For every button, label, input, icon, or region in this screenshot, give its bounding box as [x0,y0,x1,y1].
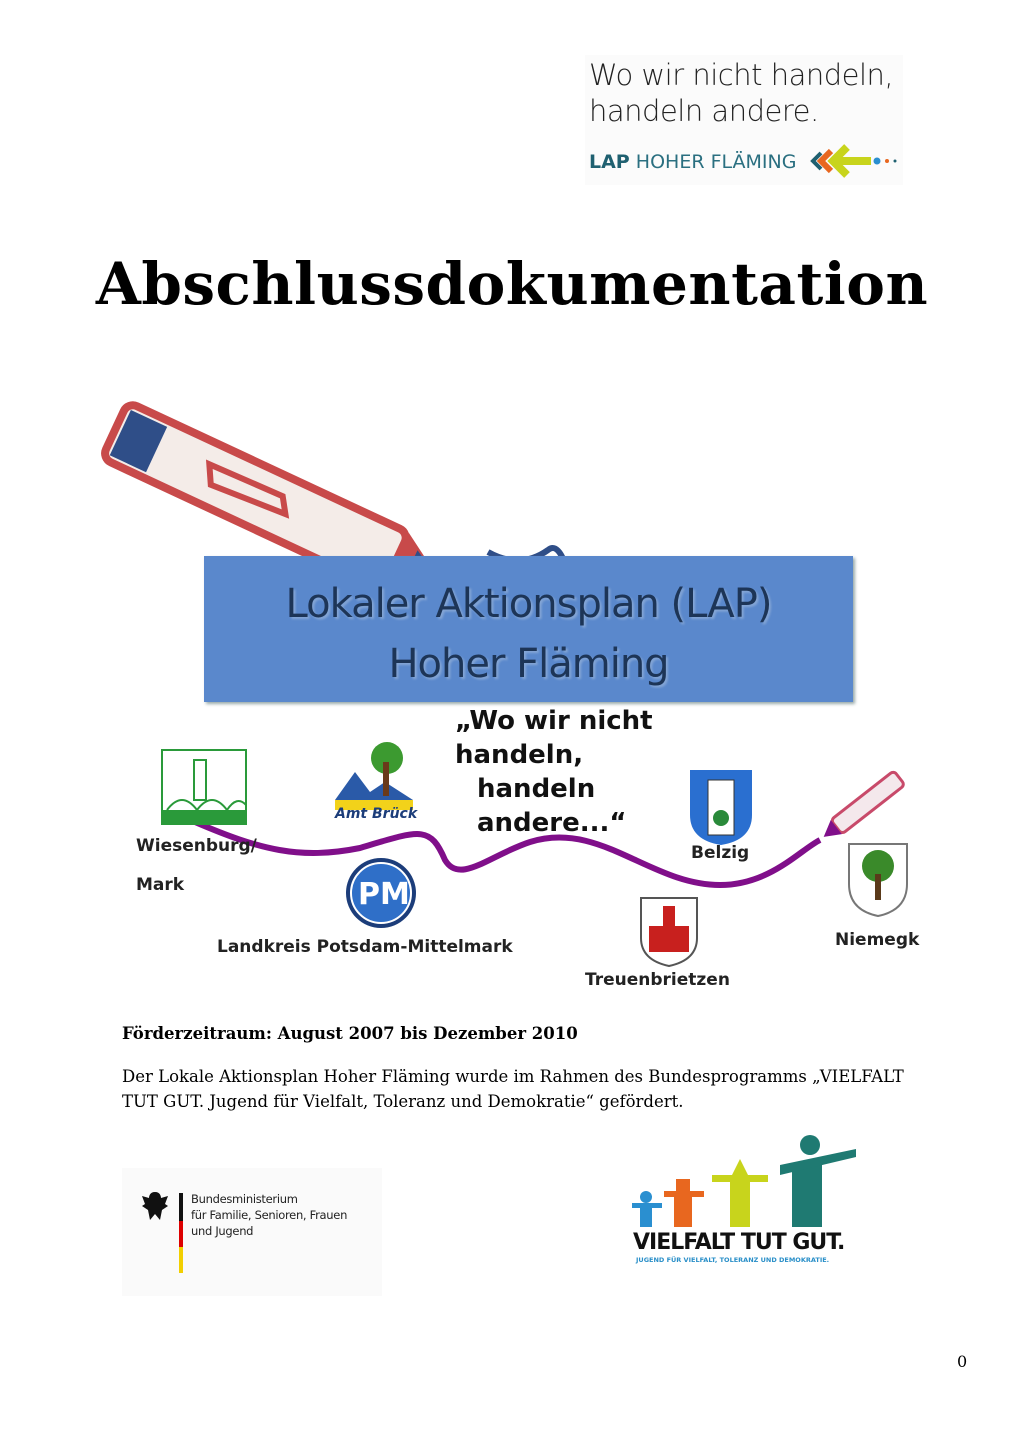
quote-line: „Wo wir nicht [455,706,653,736]
niemegk-emblem [849,844,907,916]
quote-line: handeln, [455,740,584,770]
box-line-2: Hoher Fläming [388,641,669,687]
treuenbrietzen-emblem [641,898,697,966]
ministry-line: und Jugend [191,1224,254,1238]
wiesenburg-emblem [162,750,246,824]
description-line-1: Der Lokale Aktionsplan Hoher Fläming wurde im Rahmen des Bundesprogramms „VIELFALT [122,1067,904,1086]
place-landkreis: Landkreis Potsdam-Mittelmark [217,937,513,957]
arrows-icon [807,143,902,179]
ministry-line: Bundesministerium [191,1192,298,1206]
slogan-quote [455,704,653,840]
place-niemegk: Niemegk [835,930,920,950]
place-amt-brueck: Amt Brück [335,806,418,822]
flag-black [179,1193,183,1221]
quote-line: andere...“ [477,808,627,838]
description [122,1064,904,1114]
flag-red [179,1221,183,1247]
belzig-emblem [690,770,752,845]
place-wiesenburg: Wiesenburg/ [136,836,257,856]
description-line-2: TUT GUT. Jugend für Vielfalt, Toleranz und Demokratie“ gefördert. [122,1092,684,1111]
ministry-line: für Familie, Senioren, Frauen [191,1208,348,1222]
box-line-1: Lokaler Aktionsplan (LAP) [285,581,772,627]
pm-label: PM [358,877,410,912]
place-treuenbrietzen: Treuenbrietzen [585,970,730,990]
lap-slogan [589,57,893,129]
ministry-name [191,1191,347,1239]
figures-icon [630,1135,860,1230]
lap-name-bold: LAP [589,151,630,173]
quote-line: handeln [477,774,596,804]
ministry-logo [122,1168,382,1296]
federal-eagle-icon [140,1190,170,1222]
program-subtitle: JUGEND FÜR VIELFALT, TOLERANZ UND DEMOKRATIE. [636,1256,830,1264]
page-number: 0 [957,1352,968,1371]
lap-title-box [204,556,853,702]
lap-logo [585,55,903,185]
vielfalt-tut-gut-logo [630,1135,860,1275]
lap-name-rest: HOHER FLÄMING [629,151,797,173]
funding-period: Förderzeitraum: August 2007 bis Dezember 2010 [122,1024,578,1043]
lap-name [589,151,796,173]
program-title: VIELFALT TUT GUT. [633,1230,845,1255]
document-title: Abschlussdokumentation [95,250,929,318]
slogan-line-1: Wo wir nicht handeln, [589,58,894,92]
place-mark: Mark [136,875,185,895]
slogan-line-2: handeln andere. [589,94,819,128]
amt-brueck-logo [335,742,413,810]
place-belzig: Belzig [691,843,750,863]
small-pen-icon [818,771,905,844]
flag-gold [179,1247,183,1273]
